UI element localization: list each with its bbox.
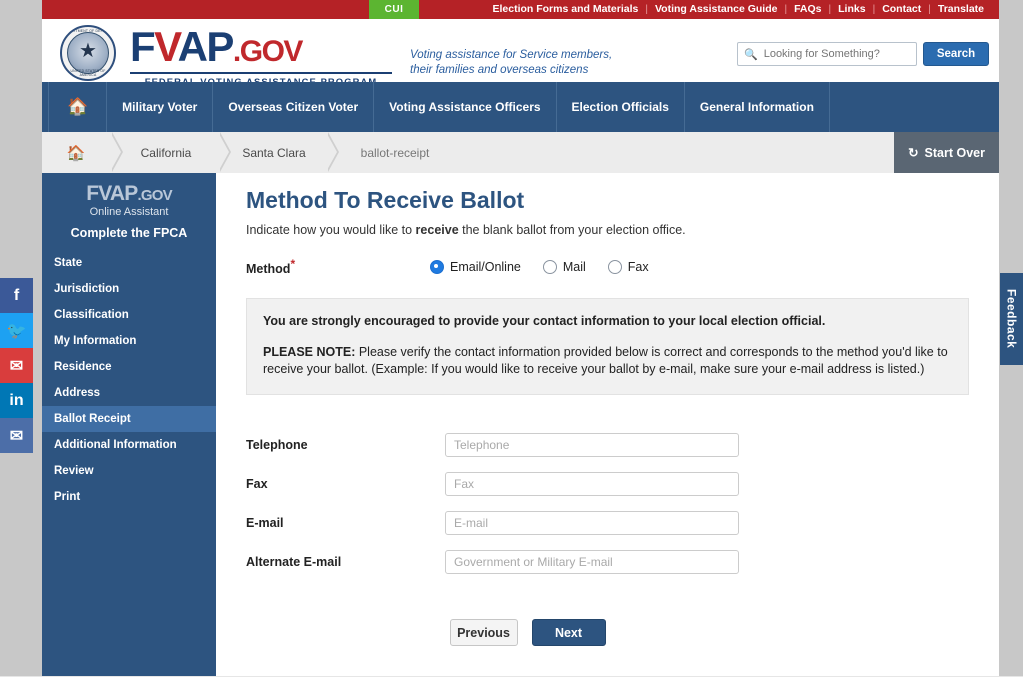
radio-indicator-fax[interactable] [608, 260, 622, 274]
fvap-logo-wordmark [130, 25, 400, 74]
sidebar-item-additional-information[interactable]: Additional Information [54, 439, 177, 451]
breadcrumb-state[interactable] [114, 132, 218, 173]
sidebar-item-ballot-receipt[interactable]: Ballot Receipt [42, 406, 216, 432]
sidebar-item-review[interactable]: Review [54, 465, 94, 477]
field-row-email [246, 503, 983, 542]
start-over-label: Start Over [924, 145, 985, 160]
facebook-icon[interactable]: f [0, 278, 33, 313]
fvap-logo[interactable] [130, 25, 400, 87]
dod-seal-icon [60, 25, 116, 81]
sidebar-title: Complete the FPCA [70, 226, 188, 240]
input-alternate-email[interactable] [445, 550, 739, 574]
email-icon[interactable]: ✉ [0, 418, 33, 453]
divider: | [645, 4, 648, 15]
sidebar-logo-gov: .GOV [137, 187, 172, 204]
desc-bold: receive [415, 223, 459, 237]
breadcrumb [42, 132, 999, 174]
eagle-glyph: ★ [79, 40, 97, 62]
label-email: E-mail [246, 515, 284, 530]
radio-label-mail: Mail [562, 259, 586, 274]
search-button[interactable]: Search [923, 42, 989, 66]
label-alternate-email: Alternate E-mail [246, 554, 342, 569]
wizard-sidebar [42, 173, 216, 676]
sidebar-logo-wordmark [42, 183, 216, 207]
bottom-strip [0, 676, 1023, 692]
logo-letter-v: V [154, 23, 178, 70]
social-rail [0, 278, 33, 453]
sidebar-logo-f: F [86, 182, 99, 205]
breadcrumb-home-icon[interactable]: 🏠 [42, 132, 110, 173]
notice-line-2-rest: Please verify the contact information provided below is correct and corresponds to the method you'd like to receive your ballot. (Example: If you would like to receive your ballot by e-mail, make sure your e-mail address is listed.) [263, 345, 948, 377]
logo-letters-ap: AP [177, 23, 233, 70]
sidebar-item-state[interactable]: State [54, 257, 83, 269]
site-tagline [410, 48, 612, 78]
field-row-alternate-email [246, 542, 983, 581]
input-telephone[interactable] [445, 433, 739, 457]
nav-item-overseas-citizen-voter[interactable]: Overseas Citizen Voter [213, 82, 374, 132]
seal-bottom-text: UNITED STATES OF AMERICA [70, 69, 106, 77]
cui-badge: CUI [369, 0, 419, 19]
search-input[interactable] [762, 47, 916, 61]
site-search [737, 42, 989, 66]
linkedin-icon[interactable]: in [0, 383, 33, 418]
content-area [42, 173, 999, 692]
field-row-telephone [246, 425, 983, 464]
divider: | [828, 4, 832, 15]
breadcrumb-current-page [330, 132, 460, 173]
next-button[interactable]: Next [532, 619, 606, 646]
notice-line-2 [263, 344, 952, 378]
contact-fields [246, 425, 983, 581]
sidebar-logo-v: V [98, 182, 110, 205]
breadcrumb-page-label: ballot-receipt [360, 145, 430, 160]
seal-top-text: DEPARTMENT OF DEFENSE [63, 29, 113, 33]
utility-link-contact[interactable]: Contact [882, 3, 922, 15]
radio-option-email-online[interactable] [430, 260, 521, 274]
utility-link-faqs[interactable]: FAQs [794, 3, 822, 15]
search-input-wrapper[interactable] [737, 42, 917, 66]
sidebar-logo-ap: AP [109, 182, 138, 205]
notice-line-1: You are strongly encouraged to provide your contact information to your local election official. [263, 314, 826, 329]
desc-post: the blank ballot from your election office. [458, 223, 686, 237]
nav-home-icon[interactable]: 🏠 [48, 82, 107, 132]
search-icon: 🔍 [744, 48, 758, 61]
breadcrumb-state-label: California [140, 145, 192, 160]
sidebar-item-print[interactable]: Print [54, 491, 81, 503]
utility-link-election-forms[interactable]: Election Forms and Materials [492, 3, 639, 15]
desc-pre: Indicate how you would like to [246, 223, 416, 237]
input-fax[interactable] [445, 472, 739, 496]
breadcrumb-jurisdiction[interactable] [222, 132, 326, 173]
field-row-fax [246, 464, 983, 503]
sidebar-item-address[interactable]: Address [54, 387, 101, 399]
nav-item-election-officials[interactable]: Election Officials [557, 82, 685, 132]
notice-line-2-bold: PLEASE NOTE: [263, 345, 356, 360]
utility-link-translate[interactable]: Translate [937, 3, 984, 15]
previous-button[interactable]: Previous [450, 619, 518, 646]
label-fax: Fax [246, 476, 268, 491]
input-email[interactable] [445, 511, 739, 535]
form-panel [216, 173, 999, 692]
feedback-tab[interactable] [1000, 273, 1023, 365]
method-radio-group [430, 260, 649, 274]
utility-link-links[interactable]: Links [838, 3, 866, 15]
method-row [246, 257, 983, 276]
page-description [246, 223, 983, 237]
page-title: Method To Receive Ballot [246, 187, 525, 213]
site-header [42, 19, 999, 82]
radio-option-fax[interactable] [608, 260, 649, 274]
radio-indicator-email-online[interactable] [430, 260, 444, 274]
feedback-label: Feedback [1004, 289, 1019, 349]
method-label-text: Method [246, 262, 291, 277]
form-actions [232, 619, 983, 646]
sidebar-item-residence[interactable]: Residence [54, 361, 112, 373]
radio-label-fax: Fax [627, 259, 649, 274]
refresh-icon: ↻ [908, 146, 919, 160]
divider: | [784, 4, 788, 15]
tagline-line-2: their families and overseas citizens [410, 64, 589, 76]
twitter-icon[interactable]: 🐦 [0, 313, 33, 348]
logo-letter-f: F [130, 23, 155, 70]
sidebar-steps [42, 250, 216, 510]
logo-gov: .GOV [232, 35, 302, 68]
main-navigation [42, 82, 999, 132]
radio-indicator-mail[interactable] [543, 260, 557, 274]
sidebar-item-my-information[interactable]: My Information [54, 335, 137, 347]
radio-option-mail[interactable] [543, 260, 586, 274]
start-over-button[interactable] [894, 132, 999, 173]
breadcrumb-jurisdiction-label: Santa Clara [242, 145, 306, 160]
utility-link-voting-assistance-guide[interactable]: Voting Assistance Guide [654, 3, 778, 15]
nav-item-military-voter[interactable]: Military Voter [107, 82, 213, 132]
required-marker: * [290, 257, 296, 271]
radio-label-email-online: Email/Online [450, 259, 521, 274]
divider: | [928, 4, 931, 15]
mail-envelope-red-icon[interactable]: ✉ [0, 348, 33, 383]
tagline-line-1: Voting assistance for Service members, [410, 49, 613, 61]
nav-item-general-information[interactable]: General Information [685, 82, 830, 132]
sidebar-item-jurisdiction[interactable]: Jurisdiction [54, 283, 120, 295]
nav-item-voting-assistance-officers[interactable]: Voting Assistance Officers [374, 82, 556, 132]
sidebar-logo [42, 173, 216, 246]
utility-nav [42, 0, 999, 19]
sidebar-item-classification[interactable]: Classification [54, 309, 129, 321]
divider: | [872, 4, 876, 15]
method-label [246, 257, 430, 276]
sidebar-logo-subtitle: Online Assistant [89, 206, 169, 218]
notice-box [246, 298, 969, 395]
label-telephone: Telephone [246, 437, 308, 452]
